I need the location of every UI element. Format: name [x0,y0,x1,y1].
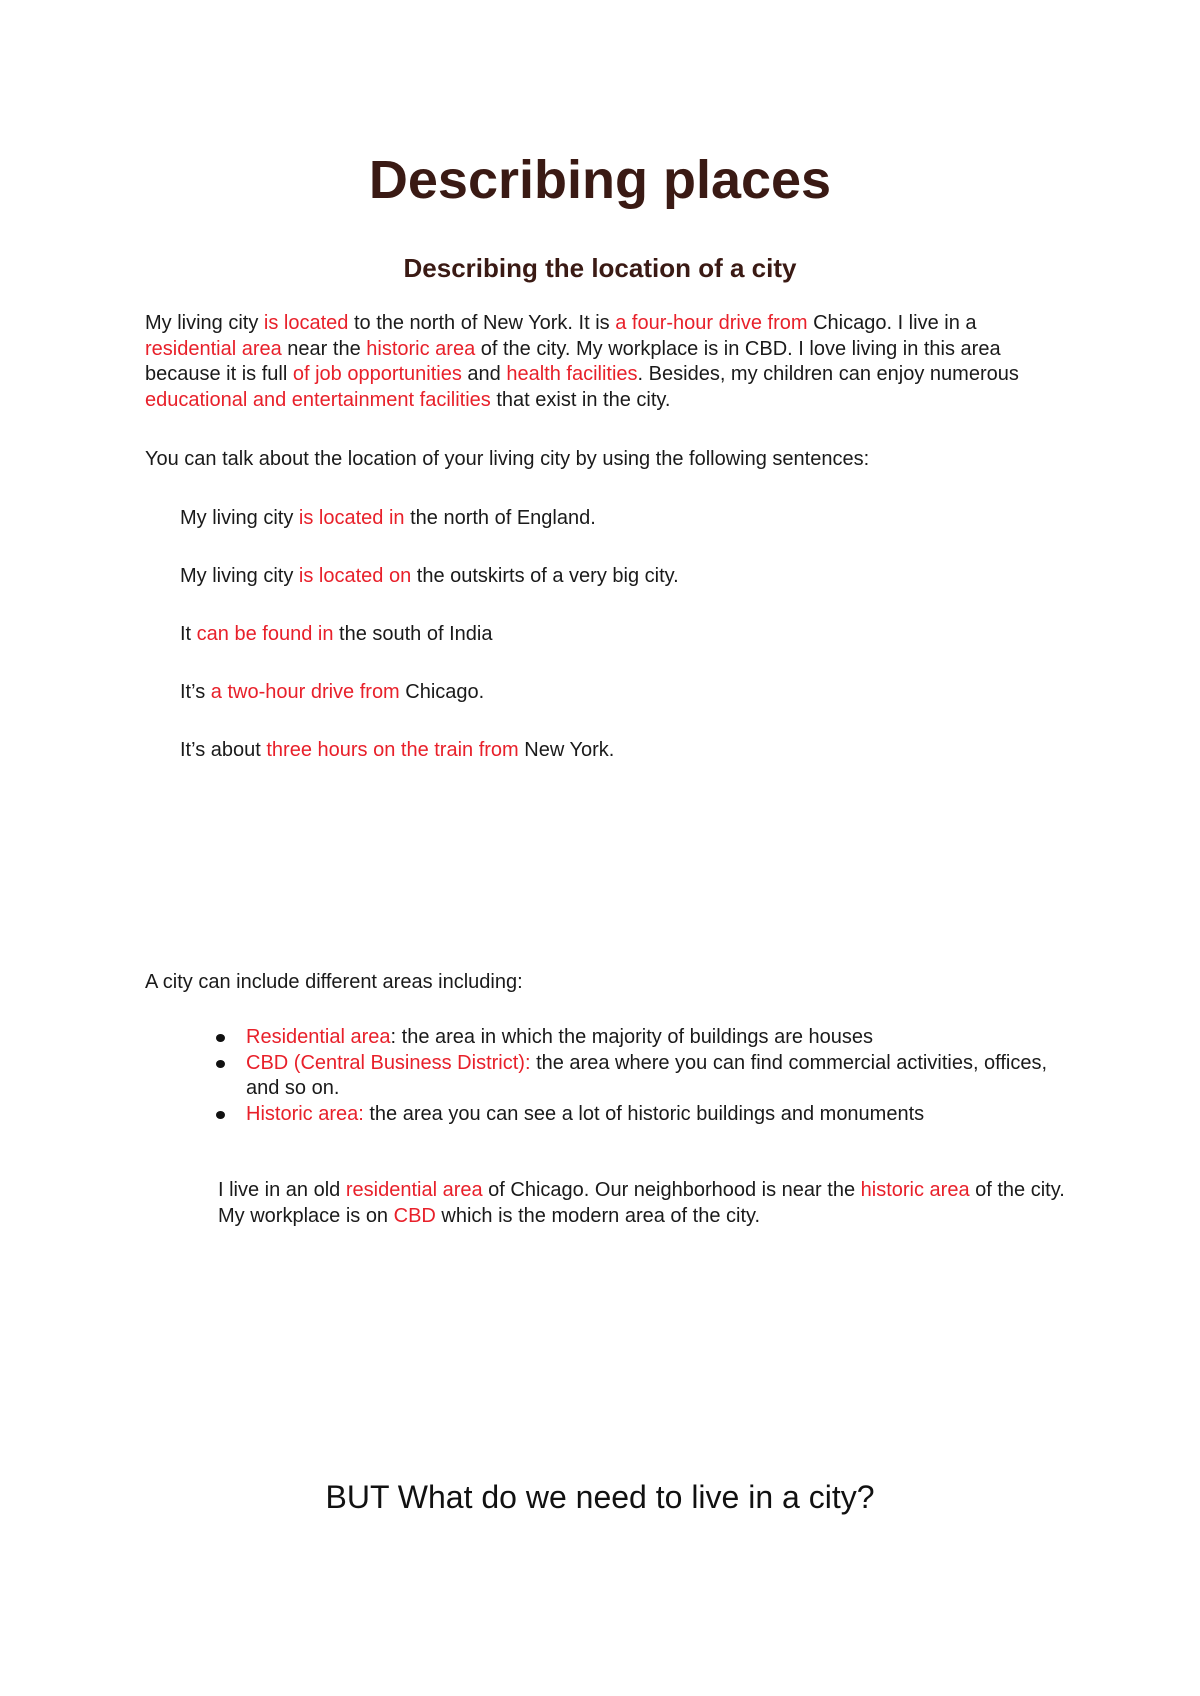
intro-segment: to the north of New York. It is [348,312,616,334]
example-text: the north of England. [404,507,596,529]
summary-highlight: residential area [345,1179,483,1201]
area-description: the area you can see a lot of historic buildings and monuments [363,1102,925,1125]
example-text: It [180,623,197,645]
closing-question: BUT What do we need to live in a city? [325,1479,875,1515]
bullet-icon [216,1111,225,1119]
talk-intro: You can talk about the location of your living city by using the following sentences: [145,448,870,470]
example-text: It’s about [180,739,267,761]
list-item [246,1051,1066,1102]
summary-segment: I live in an old [218,1179,346,1201]
area-term: Residential area [246,1026,391,1048]
example-sentence-2 [180,563,679,589]
intro-segment: Chicago. I live in a [807,312,977,334]
example-highlight: is located on [298,565,412,587]
example-highlight: is located in [298,507,405,529]
example-highlight: can be found in [196,623,334,645]
area-term: CBD (Central Business District): [246,1051,531,1074]
example-highlight: a two-hour drive from [210,681,400,703]
intro-segment: that exist in the city. [490,388,671,411]
intro-highlight: of job opportunities [292,363,462,385]
example-text: New York. [518,739,615,761]
intro-highlight: educational and entertainment facilities [145,388,491,411]
example-sentence-4 [180,679,484,705]
intro-highlight: historic area [366,337,476,360]
example-text: the outskirts of a very big city. [411,565,679,587]
intro-segment: . Besides, my children can enjoy numerous [637,363,1019,385]
bullet-icon [216,1034,225,1042]
intro-highlight: health facilities [506,363,638,385]
areas-list [246,1025,1066,1127]
intro-segment: My living city [145,312,264,334]
areas-intro: A city can include different areas including: [145,971,523,993]
summary-highlight: CBD [393,1204,436,1227]
intro-segment: of the city. My workplace is in CBD. I love living in this area because it is full [145,337,1001,385]
summary-segment: which is the modern area of the city. [435,1204,761,1227]
intro-highlight: is located [263,312,349,334]
example-sentence-3 [180,621,492,647]
example-text: the south of India [333,623,493,645]
intro-segment: and [461,363,507,385]
summary-segment: of Chicago. Our neighborhood is near the [482,1179,861,1201]
example-text: It’s [180,681,211,703]
list-item [246,1025,1066,1051]
intro-highlight: a four-hour drive from [615,312,808,334]
bullet-icon [216,1060,225,1068]
area-description: : the area in which the majority of buildings are houses [390,1026,874,1048]
summary-paragraph [218,1178,1068,1229]
summary-highlight: historic area [860,1179,970,1201]
intro-highlight: residential area [145,337,282,360]
example-highlight: three hours on the train from [266,739,519,761]
example-sentence-1 [180,505,596,531]
example-sentence-5 [180,737,614,763]
section-subtitle: Describing the location of a city [403,253,797,283]
example-text: Chicago. [399,681,485,703]
summary-segment: of the city. My workplace is on [218,1179,1065,1227]
list-item [246,1102,1066,1128]
area-term: Historic area: [246,1102,364,1125]
intro-segment: near the [281,337,367,360]
example-text: My living city [180,507,299,529]
area-description: the area where you can find commercial activities, offices, and so on. [246,1051,1048,1099]
page-title: Describing places [368,150,832,210]
intro-paragraph [145,311,1065,413]
example-text: My living city [180,565,299,587]
